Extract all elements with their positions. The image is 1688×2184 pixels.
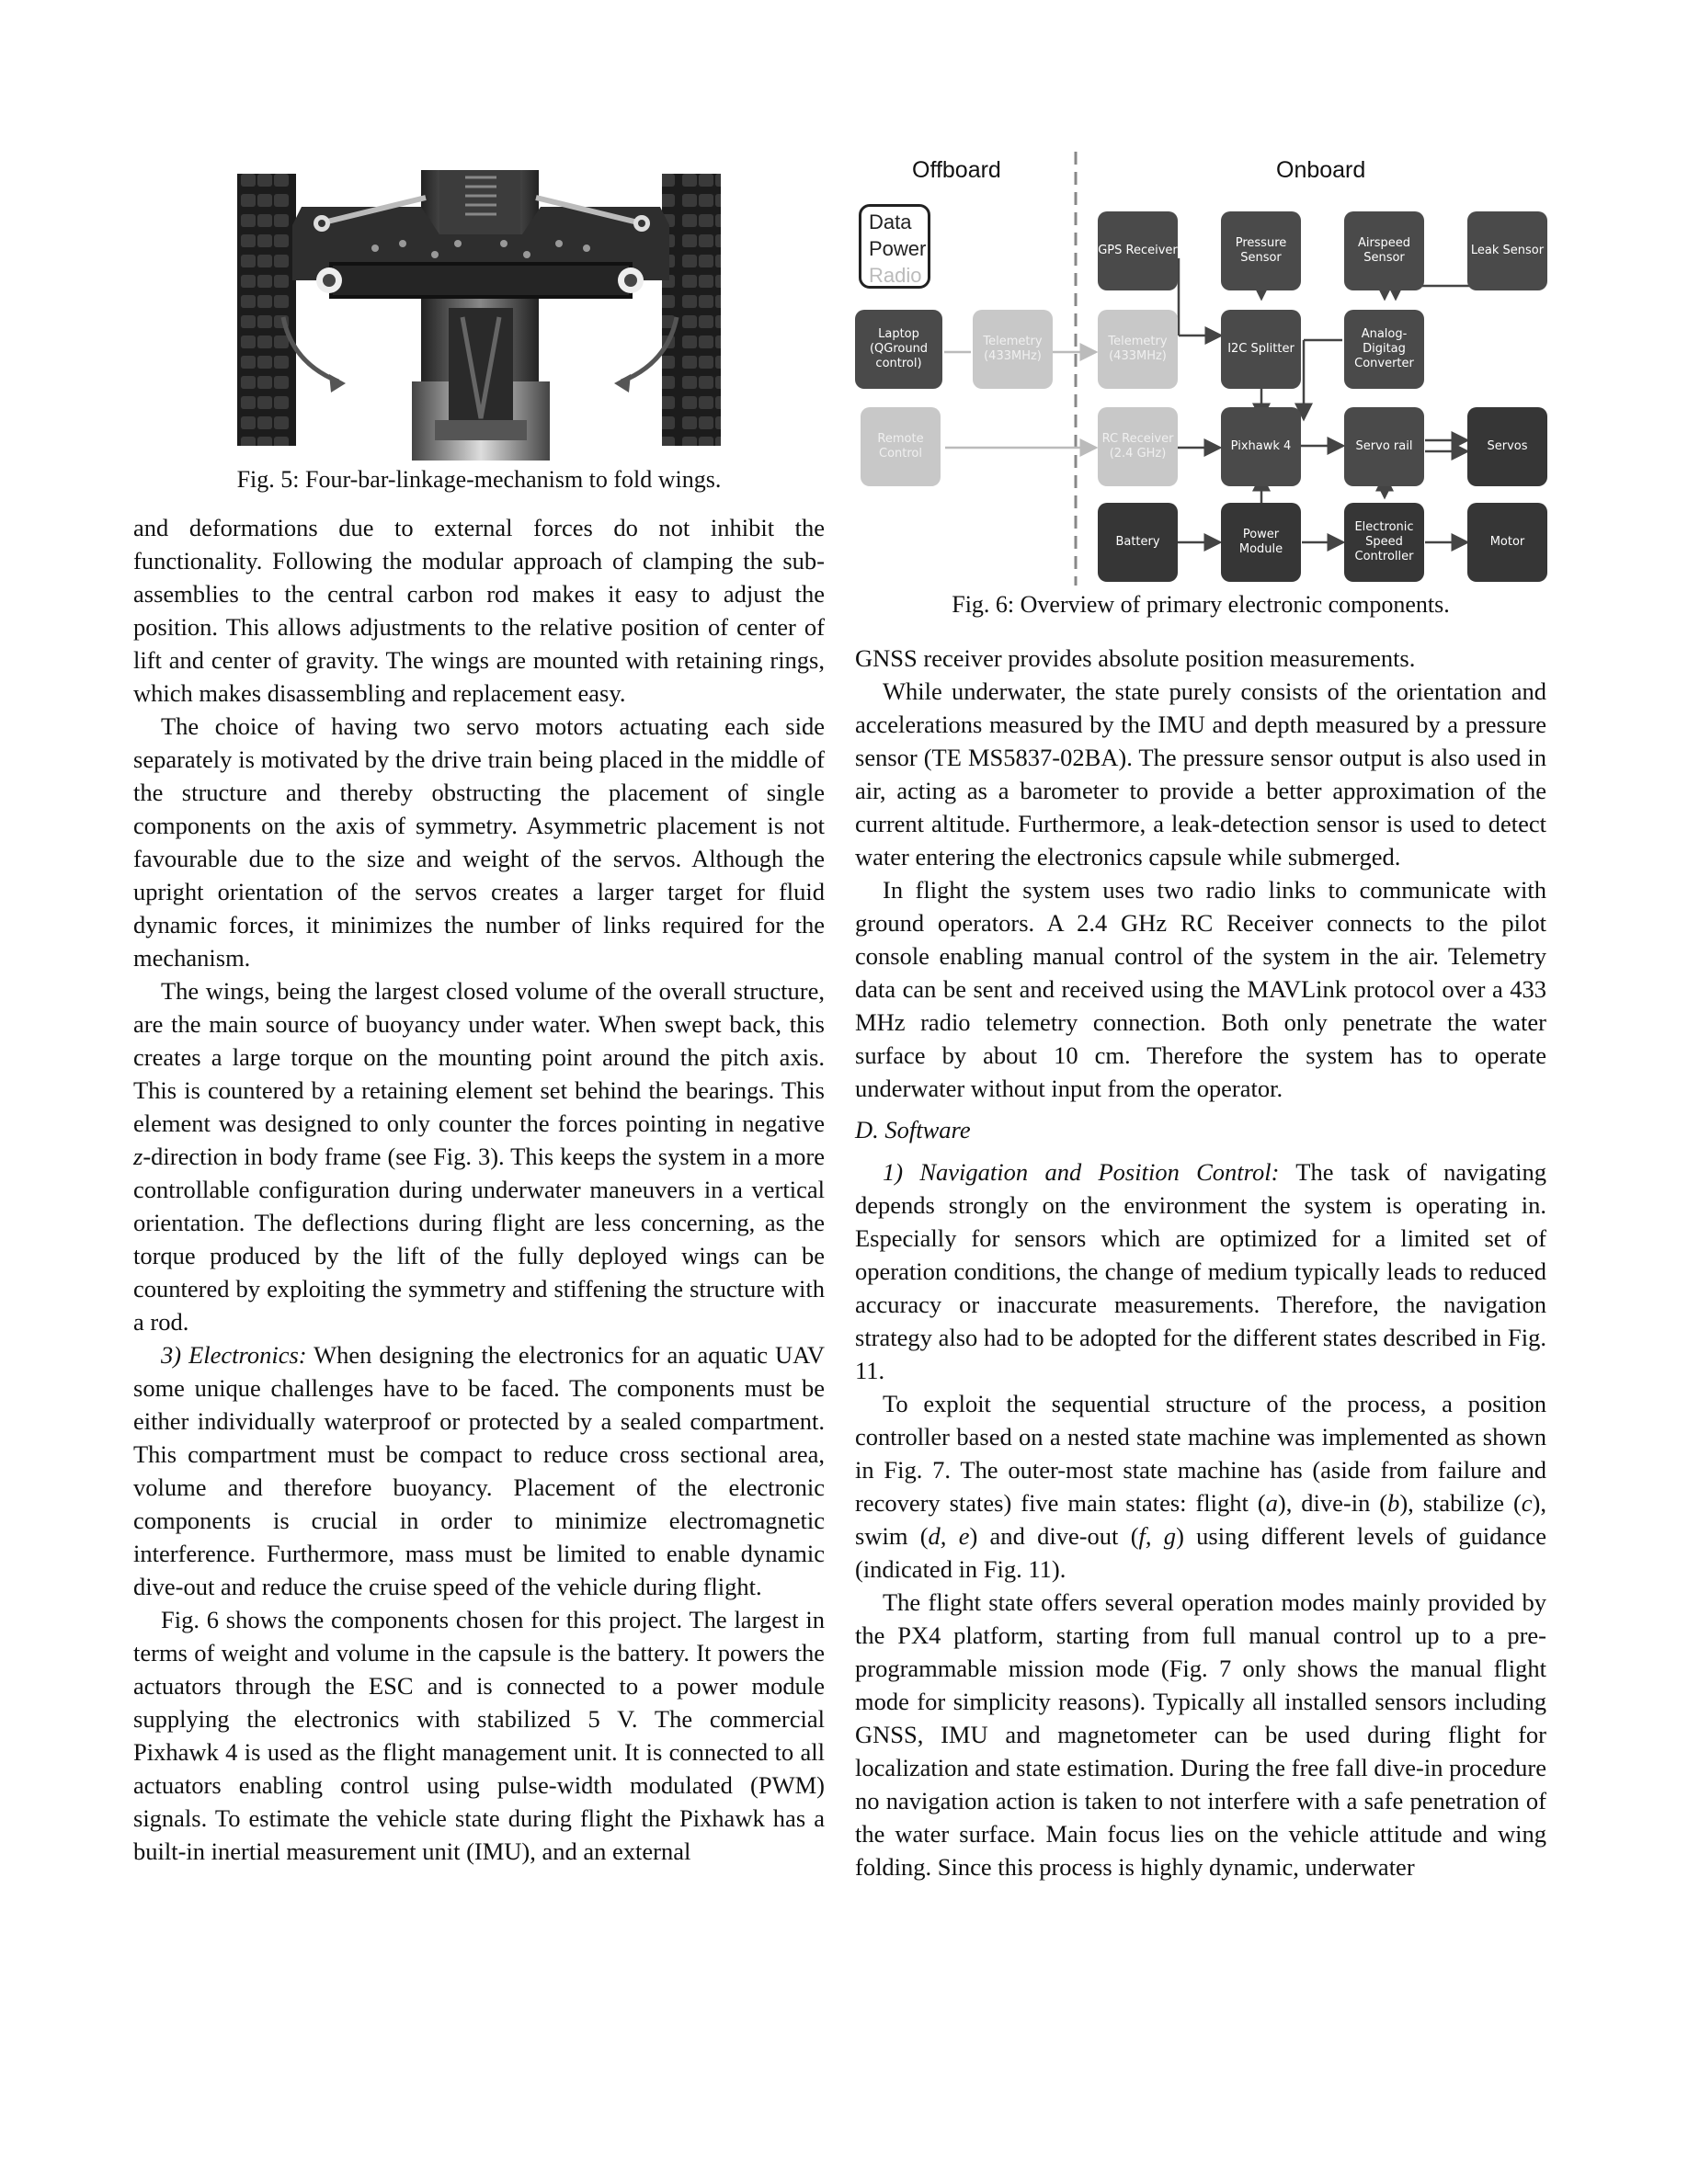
- diagram-connectors: [855, 152, 1546, 586]
- text-run: To exploit the sequential structure of the process, a position controller based on a nested state machine was implemented as shown in Fig. 7. The outer-most state machine has (aside from failure and recovery states) five main states: flight (: [855, 1390, 1546, 1517]
- telemetry-offboard-block: Telemetry (433MHz): [973, 310, 1053, 389]
- subsection-heading: 1) Navigation and Position Control:: [883, 1158, 1280, 1186]
- offboard-heading: Offboard: [912, 157, 1001, 183]
- legend-radio: Radio: [869, 264, 922, 287]
- diagram-legend: [859, 204, 930, 289]
- paragraph: and deformations due to external forces do not inhibit the functionality. Following the modular approach of clamping the sub-assemblies to the central carbon rod makes it easy to adjust the position. This allows adjustments to the relative position of center of lift and center of gravity. The wings are mounted with retaining rings, which makes disassembling and replacement easy.: [133, 514, 825, 707]
- text-run: When designing the electronics for an aquatic UAV some unique challenges have to be faced. The components must be either individually waterproof or protected by a sealed compartment. This compartment must be compact to reduce cross sectional area, volume and therefore buoyancy. Placement of the electronic components is crucial in order to minimize electromagnetic interference. Furthermore, mass must be limited to enable dynamic dive-out and reduce the cruise speed of the vehicle during flight.: [133, 1341, 826, 1600]
- text-run: ), stabilize (: [1399, 1489, 1522, 1517]
- math-var: d, e: [928, 1522, 970, 1550]
- power-module-block: Power Module: [1221, 503, 1301, 582]
- pixhawk-block: Pixhawk 4: [1221, 407, 1301, 486]
- electronics-block-diagram: [855, 152, 1546, 586]
- paragraph: Fig. 6 shows the components chosen for this project. The largest in terms of weight and volume in the capsule is the battery. It powers the actuators through the ESC and is connected to a power module supplying the electronics with stabilized 5 V. The commercial Pixhawk 4 is used as the flight management unit. It is connected to all actuators enabling control using pulse-width modulated (PWM) signals. To estimate the vehicle state during flight the Pixhawk has a built-in inertial measurement unit (IMU), and an external: [133, 1606, 825, 1865]
- esc-block: Electronic Speed Controller: [1344, 503, 1424, 582]
- right-column: [855, 642, 1546, 1883]
- motor-block: Motor: [1467, 503, 1547, 582]
- laptop-block: Laptop (QGround control): [855, 310, 942, 389]
- math-var: a: [1265, 1489, 1278, 1517]
- gps-receiver-block: GPS Receiver: [1098, 211, 1178, 290]
- paragraph: The flight state offers several operation modes mainly provided by the PX4 platform, starting from full manual control up to a pre-programmable mission mode (Fig. 7 only shows the manual flight mode for simplicity reasons). Typically all installed sensors including GNSS, IMU and magnetometer can be used during flight for localization and state estimation. During the free fall dive-in procedure no navigation action is taken to not interfere with a safe penetration of the water surface. Main focus lies on the vehicle attitude and wing folding. Since this process is highly dynamic, underwater: [855, 1588, 1547, 1881]
- paragraph: While underwater, the state purely consists of the orientation and accelerations measured by the IMU and depth measured by a pressure sensor (TE MS5837-02BA). The pressure sensor output is also used in air, acting as a barometer to provide a better approximation of the current altitude. Furthermore, a leak-detection sensor is used to detect water entering the electronics capsule while submerged.: [855, 677, 1546, 870]
- text-run: ), dive-in (: [1277, 1489, 1388, 1517]
- paragraph: The choice of having two servo motors actuating each side separately is motivated by the drive train being placed in the middle of the structure and thereby obstructing the placement of single components on the axis of symmetry. Asymmetric placement is not favourable due to the size and weight of the servos. Although the upright orientation of the servos creates a larger target for fluid dynamic forces, it minimizes the number of links required for the mechanism.: [133, 712, 825, 972]
- text-run: -direction in body frame (see Fig. 3). This keeps the system in a more controllable configuration during underwater maneuvers in a vertical orientation. The deflections during flight are less concerning, as the torque produced by the lift of the fully deployed wings can be countered by exploiting the symmetry and stiffening the structure with a rod.: [133, 1143, 825, 1336]
- mechanism-illustration: [237, 170, 723, 461]
- math-var: z: [133, 1143, 143, 1170]
- text-run: The task of navigating depends strongly on the environment the system is operating in. Especially for sensors which are optimized for a limited set of operation conditions, the change of medium typically leads to reduced accuracy or inaccurate measurements. Therefore, the navigation strategy also had to be adopted for the different states described in Fig. 11.: [855, 1158, 1546, 1384]
- paragraph: In flight the system uses two radio links to communicate with ground operators. A 2.4 GHz RC Receiver connects to the pilot console enabling manual control of the system in the air. Telemetry data can be sent and received using the MAVLink protocol over a 433 MHz radio telemetry connection. Both only penetrate the water surface by about 10 cm. Therefore the system has to operate underwater without input from the operator.: [855, 876, 1546, 1102]
- text-run: ) using different levels of guidance (indicated in Fig. 11).: [855, 1522, 1546, 1583]
- legend-power: Power: [869, 237, 927, 260]
- section-heading: D. Software: [855, 1116, 971, 1143]
- left-column: [133, 511, 825, 1868]
- adc-block: Analog-Digitag Converter: [1344, 310, 1424, 389]
- telemetry-onboard-block: Telemetry (433MHz): [1098, 310, 1178, 389]
- paragraph: [855, 1155, 1546, 1387]
- math-var: b: [1387, 1489, 1400, 1517]
- onboard-heading: Onboard: [1276, 157, 1366, 183]
- rc-receiver-block: RC Receiver (2.4 GHz): [1098, 407, 1178, 486]
- fig5-caption: Fig. 5: Four-bar-linkage-mechanism to fold wings.: [236, 466, 722, 493]
- paragraph: GNSS receiver provides absolute position measurements.: [855, 644, 1416, 672]
- math-var: f, g: [1138, 1522, 1177, 1550]
- pressure-sensor-block: Pressure Sensor: [1221, 211, 1301, 290]
- text-run: The wings, being the largest closed volume of the overall structure, are the main source of buoyancy under water. When swept back, this creates a large torque on the mounting point around the pitch axis. This is countered by a retaining element set behind the bearings. This element was designed to only counter the forces pointing in negative: [133, 977, 825, 1137]
- subsection-heading: 3) Electronics:: [161, 1341, 307, 1369]
- servos-block: Servos: [1467, 407, 1547, 486]
- fig6-caption: Fig. 6: Overview of primary electronic components.: [952, 591, 1450, 618]
- paragraph: [133, 974, 825, 1338]
- text-run: ), swim (: [855, 1489, 1546, 1550]
- paragraph: [855, 1387, 1546, 1586]
- remote-control-block: Remote Control: [861, 407, 941, 486]
- leak-sensor-block: Leak Sensor: [1467, 211, 1547, 290]
- servo-rail-block: Servo rail: [1344, 407, 1424, 486]
- math-var: c: [1521, 1489, 1533, 1517]
- airspeed-sensor-block: Airspeed Sensor: [1344, 211, 1424, 290]
- paragraph: [133, 1338, 825, 1603]
- legend-data: Data: [869, 210, 912, 233]
- i2c-splitter-block: I2C Splitter: [1221, 310, 1301, 389]
- text-run: ) and dive-out (: [969, 1522, 1139, 1550]
- wing-fold-mechanism-figure: [237, 170, 723, 461]
- battery-block: Battery: [1098, 503, 1178, 582]
